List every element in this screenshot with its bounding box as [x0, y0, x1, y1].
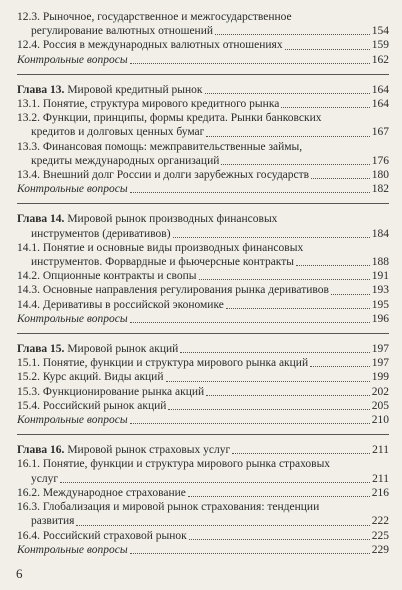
dot-leader — [215, 34, 370, 35]
dot-leader — [188, 496, 370, 497]
toc-section-entry[interactable] — [17, 283, 389, 297]
toc-entry-title: Контрольные вопросы — [17, 312, 128, 325]
toc-entry-title: Контрольные вопросы — [17, 543, 128, 556]
dot-leader — [296, 265, 370, 266]
toc-entry-number: Глава 15. — [17, 343, 65, 356]
toc-entry-title: Контрольные вопросы — [17, 414, 128, 427]
toc-entry-number: 12.3. — [17, 11, 40, 23]
dot-leader — [130, 423, 370, 424]
dot-leader — [232, 453, 370, 454]
toc-review-questions-entry[interactable] — [17, 312, 389, 326]
toc-page-number: 197 — [371, 343, 389, 356]
dot-leader — [310, 366, 370, 367]
section-divider — [17, 333, 389, 334]
toc-entry-title: Понятие и основные виды производных финансовых — [42, 241, 304, 254]
section-divider — [17, 74, 389, 75]
toc-page-number: 184 — [371, 227, 389, 240]
toc-page-number: 205 — [371, 399, 389, 412]
toc-entry-number: 16.4. — [17, 529, 40, 542]
toc-entry-title: Мировой рынок страховых услуг — [67, 444, 231, 457]
toc-page-number: 162 — [371, 53, 389, 66]
dot-leader — [130, 322, 370, 323]
toc-entry-title: Мировой рынок производных финансовых — [67, 213, 278, 226]
toc-entry-title: Опционные контракты и свопы — [42, 270, 197, 283]
toc-chapter-entry[interactable] — [17, 342, 389, 356]
toc-entry-number: Глава 13. — [17, 83, 65, 96]
toc-chapter-entry[interactable] — [17, 83, 389, 97]
toc-entry-title: Российский страховой рынок — [42, 529, 187, 542]
dot-leader — [206, 395, 370, 396]
section-divider — [17, 203, 389, 204]
dot-leader — [130, 63, 370, 64]
toc-entry-title-continuation: кредитов и долговых ценных бумаг — [31, 126, 205, 139]
toc-section-entry[interactable] — [17, 241, 389, 269]
toc-section-entry[interactable] — [17, 10, 389, 38]
toc-entry-number: Глава 14. — [17, 213, 65, 226]
toc-section-entry[interactable] — [17, 140, 389, 168]
toc-entry-title: Контрольные вопросы — [17, 53, 128, 66]
toc-entry-number: 13.3. — [17, 140, 40, 153]
toc-section-entry[interactable] — [17, 269, 389, 283]
toc-page-number: 211 — [372, 444, 389, 457]
dot-leader — [285, 49, 370, 50]
toc-entry-title: Мировой рынок акций — [67, 343, 179, 356]
toc-entry-title-continuation: развития — [31, 515, 75, 528]
toc-entry-title: Курс акций. Виды акций — [42, 371, 164, 384]
toc-section-entry[interactable] — [17, 168, 389, 182]
toc-page-number: 216 — [371, 486, 389, 499]
toc-page-number: 182 — [371, 183, 389, 196]
dot-leader — [130, 553, 370, 554]
toc-section-entry[interactable] — [17, 370, 389, 384]
dot-leader — [166, 381, 370, 382]
toc-entry-title: Понятие, функции и структура мирового рынка акций — [42, 357, 309, 370]
toc-section-entry[interactable] — [17, 111, 389, 139]
toc-entry-number: 15.2. — [17, 371, 40, 384]
toc-page-number: 211 — [372, 472, 389, 485]
toc-entry-title: Мировой кредитный рынок — [67, 83, 203, 96]
toc-entry-title: Контрольные вопросы — [17, 183, 128, 196]
toc-entry-title: Понятие, функции и структура мирового рынка страховых — [42, 458, 331, 471]
toc-chapter-entry[interactable] — [17, 443, 389, 457]
toc-entry-number: 15.4. — [17, 399, 40, 412]
toc-entry-number: 12.4. — [17, 39, 40, 52]
toc-page-number: 222 — [371, 515, 389, 528]
toc-entry-number: 14.2. — [17, 270, 40, 283]
toc-page-number: 199 — [371, 371, 389, 384]
dot-leader — [173, 237, 370, 238]
toc-page-number: 229 — [371, 543, 389, 556]
toc-page-number: 202 — [371, 385, 389, 398]
toc-page-number: 210 — [371, 414, 389, 427]
toc-page-number: 195 — [371, 298, 389, 311]
page-number: 6 — [16, 566, 23, 581]
toc-section-entry[interactable] — [17, 356, 389, 370]
toc-chapter-entry[interactable] — [17, 212, 389, 240]
toc-page-number: 164 — [371, 83, 389, 96]
toc-entry-number: 15.3. — [17, 385, 40, 398]
dot-leader — [221, 164, 369, 165]
toc-entry-number: 14.1. — [17, 241, 40, 254]
dot-leader — [205, 93, 370, 94]
toc-page-number: 197 — [371, 357, 389, 370]
toc-section-entry[interactable] — [17, 500, 389, 528]
toc-entry-title: Деривативы в российской экономике — [42, 298, 224, 311]
toc-page-number: 196 — [371, 312, 389, 325]
toc-entry-title-continuation: инструментов. Форвардные и фьючерсные контракты — [31, 256, 294, 269]
toc-entry-number: 14.4. — [17, 298, 40, 311]
toc-entry-title: Глобализация и мировой рынок страхования: тенденции — [42, 501, 320, 514]
toc-entry-number: 13.1. — [17, 98, 40, 111]
toc-section-entry[interactable] — [17, 97, 389, 111]
toc-page-number: 180 — [371, 169, 389, 182]
dot-leader — [168, 409, 369, 410]
dot-leader — [331, 294, 370, 295]
dot-leader — [60, 482, 370, 483]
toc-entry-title: Финансовая помощь: межправительственные займы, — [42, 140, 303, 153]
toc-page-number: 167 — [371, 126, 389, 139]
toc-entry-number: 16.1. — [17, 458, 40, 471]
toc-page-number: 154 — [371, 25, 389, 38]
toc-entry-title: Функции, принципы, формы кредита. Рынки банковских — [42, 112, 322, 125]
dot-leader — [130, 192, 370, 193]
dot-leader — [206, 136, 369, 137]
toc-section-entry[interactable] — [17, 385, 389, 399]
toc-entry-title-continuation: регулирование валютных отношений — [31, 25, 214, 38]
toc-entry-number: Глава 16. — [17, 444, 65, 457]
toc-review-questions-entry[interactable] — [17, 413, 389, 427]
dot-leader — [281, 107, 369, 108]
toc-section-entry[interactable] — [17, 38, 389, 52]
toc-page-number: 225 — [371, 529, 389, 542]
toc-page-number: 164 — [371, 98, 389, 111]
dot-leader — [189, 539, 370, 540]
dot-leader — [180, 352, 369, 353]
toc-page-number: 176 — [371, 154, 389, 167]
toc-entry-title: Понятие, структура мирового кредитного рынка — [42, 98, 280, 111]
toc-review-questions-entry[interactable] — [17, 543, 389, 557]
table-of-contents — [17, 10, 389, 557]
toc-section-entry[interactable] — [17, 298, 389, 312]
toc-page-number: 159 — [371, 39, 389, 52]
toc-entry-title: Внешний долг России и долги зарубежных государств — [42, 169, 310, 182]
toc-entry-number: 13.2. — [17, 112, 40, 125]
toc-section-entry[interactable] — [17, 399, 389, 413]
toc-section-entry[interactable] — [17, 486, 389, 500]
toc-entry-title: Международное страхование — [42, 486, 186, 499]
toc-entry-title: Россия в международных валютных отношениях — [42, 39, 283, 52]
toc-section-entry[interactable] — [17, 529, 389, 543]
toc-review-questions-entry[interactable] — [17, 182, 389, 196]
toc-page-number: 188 — [371, 256, 389, 269]
toc-entry-number: 16.3. — [17, 501, 40, 514]
dot-leader — [76, 525, 369, 526]
dot-leader — [199, 279, 370, 280]
dot-leader — [311, 178, 370, 179]
section-divider — [17, 434, 389, 435]
toc-entry-title: Функционирование рынка акций — [42, 385, 205, 398]
toc-review-questions-entry[interactable] — [17, 53, 389, 67]
toc-page-number: 193 — [371, 284, 389, 297]
toc-entry-number: 13.4. — [17, 169, 40, 182]
dot-leader — [226, 308, 370, 309]
toc-entry-title-continuation: кредиты международных организаций — [31, 154, 220, 167]
toc-entry-title-continuation: услуг — [31, 472, 59, 485]
toc-section-entry[interactable] — [17, 457, 389, 485]
toc-entry-title: Российский рынок акций — [42, 399, 167, 412]
toc-entry-number: 14.3. — [17, 284, 40, 297]
toc-entry-number: 16.2. — [17, 486, 40, 499]
toc-page-number: 191 — [371, 270, 389, 283]
toc-entry-number: 15.1. — [17, 357, 40, 370]
toc-entry-title-continuation: инструментов (деривативов) — [31, 227, 171, 240]
toc-entry-title: Рыночное, государственное и межгосударственное — [42, 11, 292, 23]
toc-entry-title: Основные направления регулирования рынка деривативов — [42, 284, 329, 297]
